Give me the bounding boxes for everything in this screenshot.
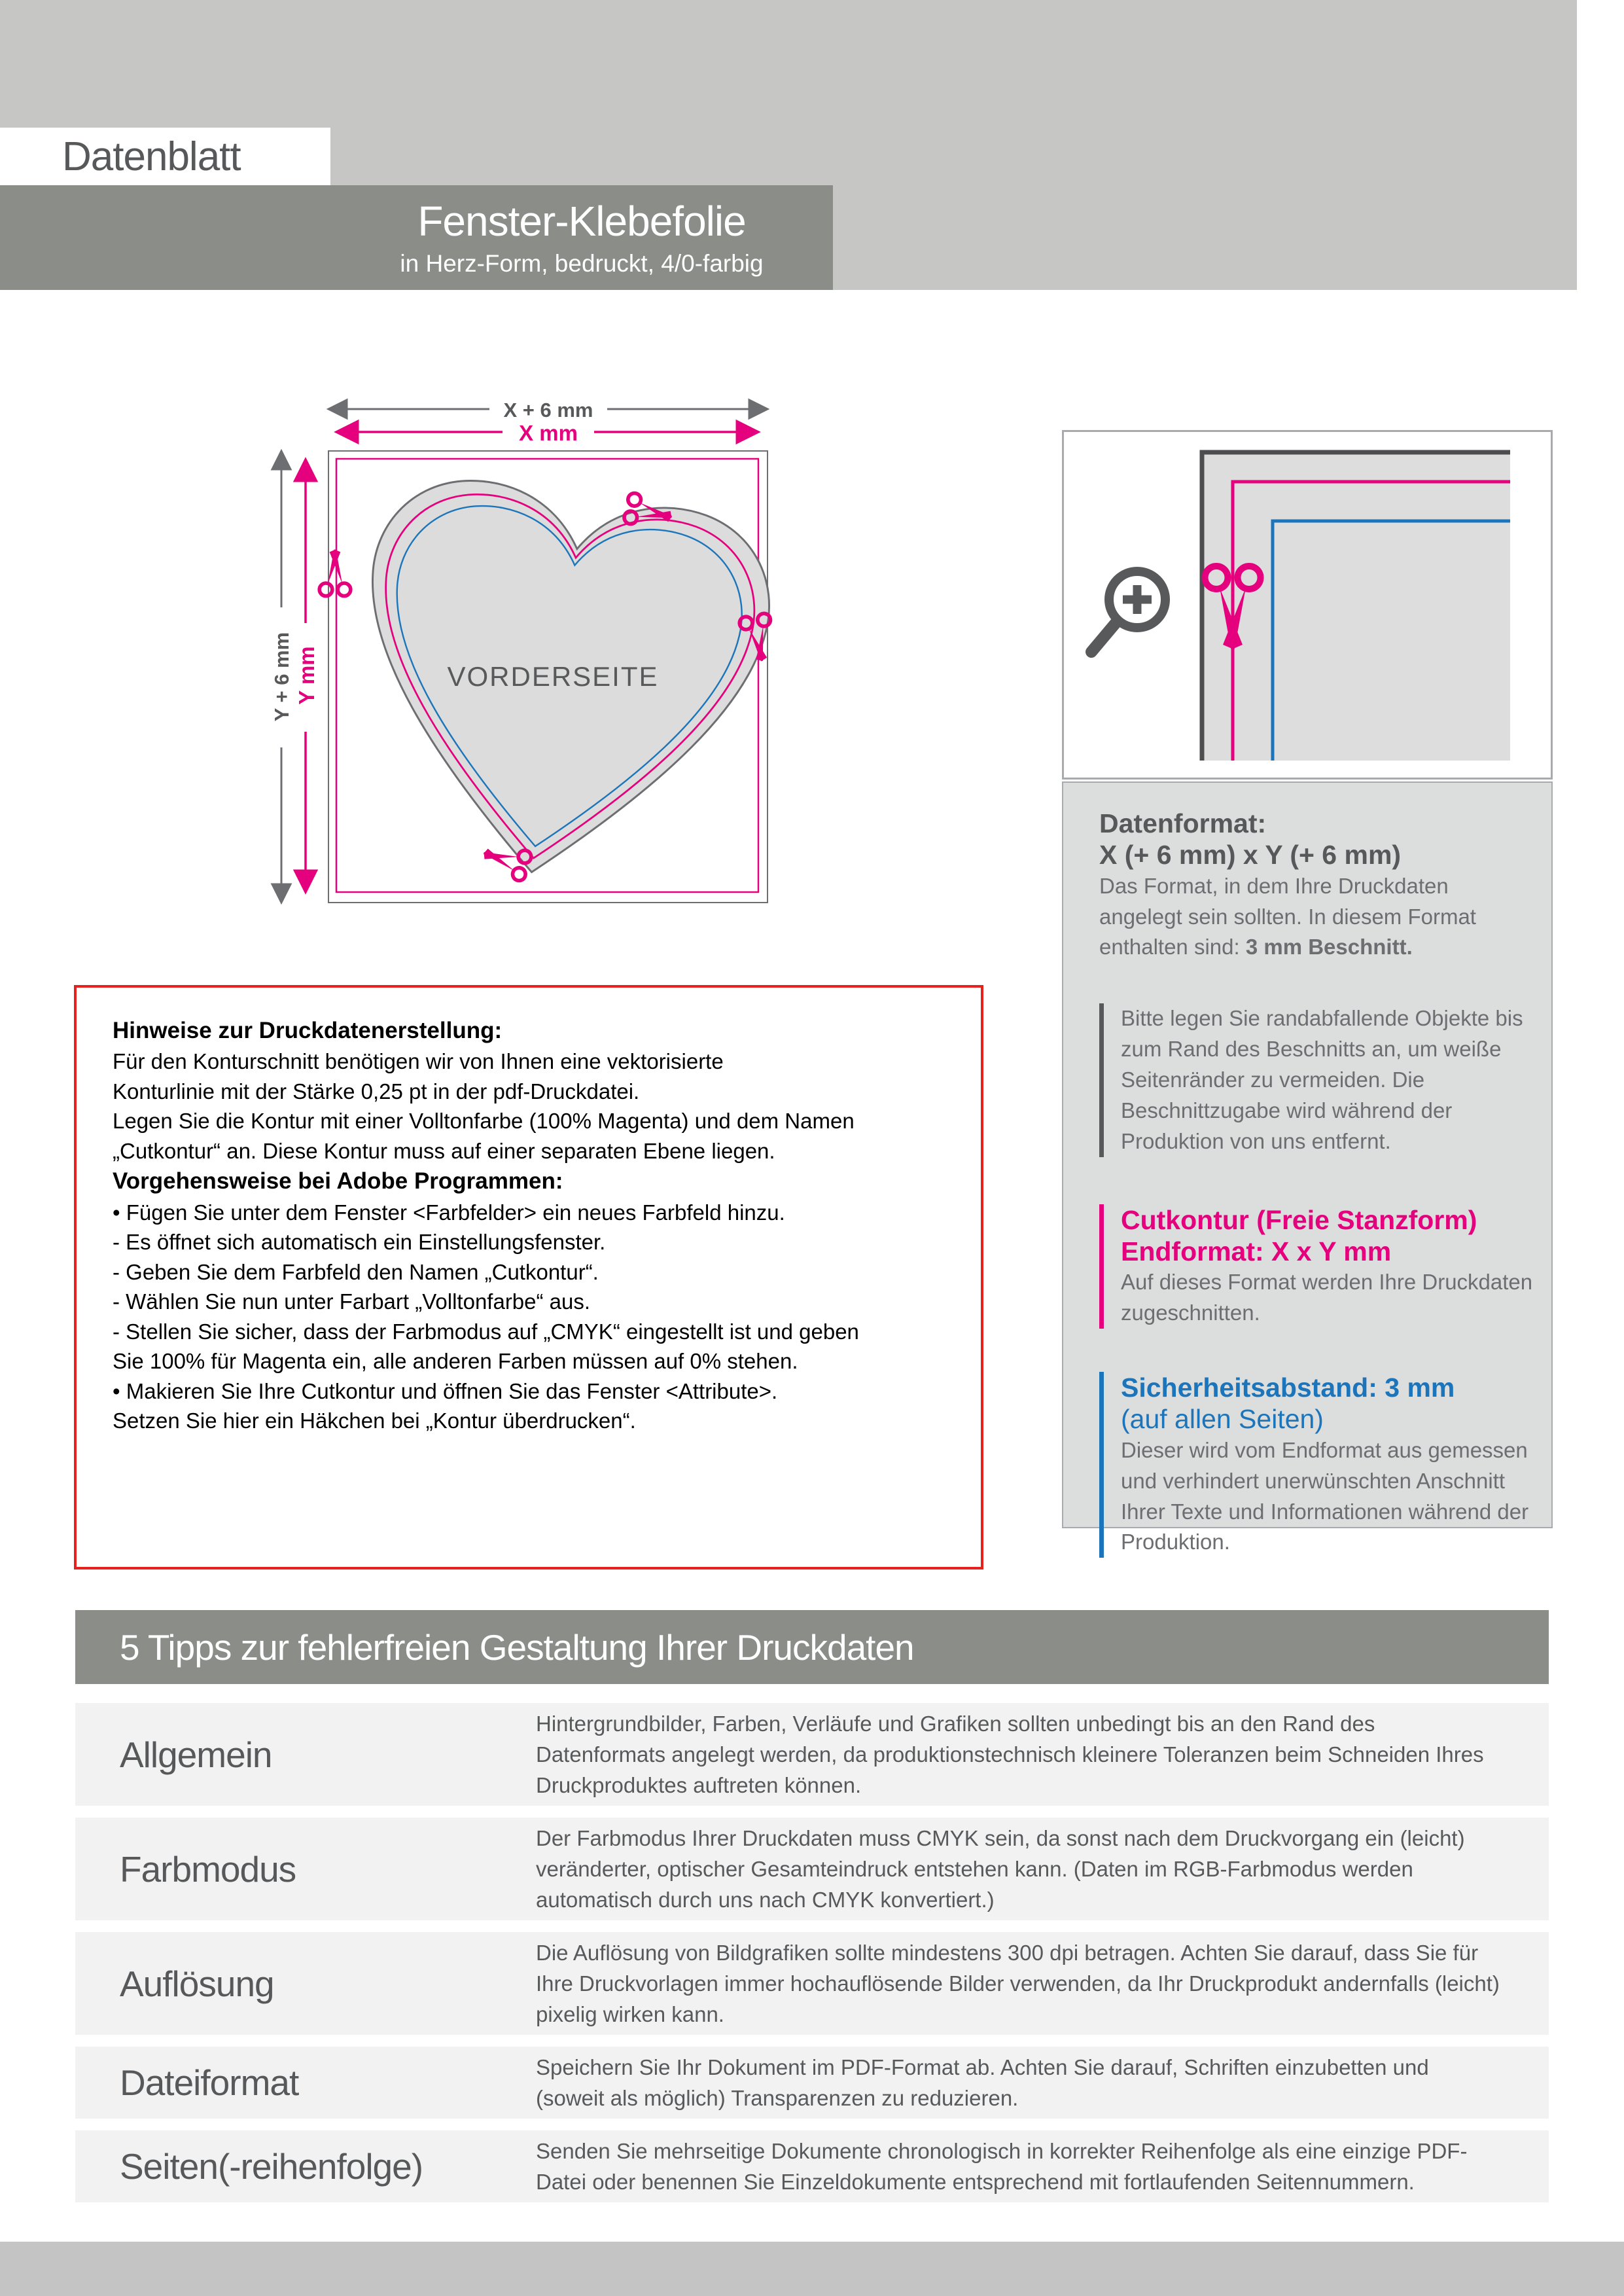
bleed-note-block bbox=[1099, 1003, 1525, 1157]
safety-heading-2: (auf allen Seiten) bbox=[1121, 1404, 1324, 1435]
heart-dimension-diagram bbox=[255, 367, 805, 929]
tip-row bbox=[75, 2047, 1549, 2119]
cutkontur-endformat: Endformat: X x Y mm bbox=[1121, 1236, 1392, 1266]
hinweise-sub3: - Wählen Sie nun unter Farbart „Volltonfarbe“ aus. bbox=[113, 1289, 591, 1314]
hinweise-sub4b: Sie 100% für Magenta ein, alle anderen Farben müssen auf 0% stehen. bbox=[113, 1349, 798, 1374]
tip-row-label: Dateiformat bbox=[120, 2062, 299, 2103]
datenformat-body: Das Format, in dem Ihre Druckdaten angelegt sein sollten. In diesem Format enthalten sind: 3 mm Beschnitt. bbox=[1099, 873, 1476, 960]
cutkontur-block bbox=[1099, 1204, 1533, 1329]
hinweise-sub2: - Geben Sie dem Farbfeld den Namen „Cutkontur“. bbox=[113, 1259, 599, 1284]
hinweise-sub1: - Es öffnet sich automatisch ein Einstellungsfenster. bbox=[113, 1230, 606, 1255]
tip-row-label: Seiten(-reihenfolge) bbox=[120, 2146, 423, 2187]
tips-heading: 5 Tipps zur fehlerfreien Gestaltung Ihrer Druckdaten bbox=[120, 1626, 914, 1668]
detail-bleed-area bbox=[1204, 454, 1510, 761]
tip-row bbox=[75, 2130, 1549, 2202]
format-info-panel bbox=[1062, 781, 1553, 1554]
tips-heading-band bbox=[75, 1610, 1549, 1684]
dim-label-height-inner: Y mm bbox=[294, 646, 319, 705]
product-title-band bbox=[0, 185, 833, 290]
tip-row bbox=[75, 1818, 1549, 1920]
front-side-label: VORDERSEITE bbox=[447, 661, 659, 692]
corner-detail-box bbox=[1062, 430, 1553, 780]
product-title: Fenster-Klebefolie bbox=[417, 197, 746, 245]
product-subtitle: in Herz-Form, bedruckt, 4/0-farbig bbox=[400, 249, 764, 277]
bleed-amount: 3 mm Beschnitt. bbox=[1245, 935, 1413, 960]
hinweise-box bbox=[74, 985, 983, 1570]
tip-row bbox=[75, 1932, 1549, 2035]
hinweise-para1-line1: Für den Konturschnitt benötigen wir von Ihnen eine vektorisierte bbox=[113, 1049, 724, 1074]
bleed-note-text: Bitte legen Sie randabfallende Objekte bis zum Rand des Beschnitts an, um weiße Seitenränder zu vermeiden. Die Beschnittzugabe wird während der Produktion von uns entfernt. bbox=[1121, 1006, 1523, 1153]
tip-row-text: Die Auflösung von Bildgrafiken sollte mindestens 300 dpi betragen. Achten Sie darauf, dass Sie für Ihre Druckvorlagen immer hochauflösende Bilder verwenden, da Ihr Druckprodukt andernfalls (leicht) pixelig wirken kann. bbox=[536, 1941, 1500, 2026]
safety-body: Dieser wird vom Endformat aus gemessen und verhindert unerwünschten Anschnitt Ihrer Texte und Informationen während der Produktion. bbox=[1121, 1437, 1529, 1554]
dim-label-width-outer: X + 6 mm bbox=[503, 399, 593, 422]
hinweise-para2-line1: Legen Sie die Kontur mit einer Volltonfarbe (100% Magenta) und dem Namen bbox=[113, 1109, 855, 1134]
datenformat-value: X (+ 6 mm) x Y (+ 6 mm) bbox=[1099, 840, 1402, 870]
hinweise-bullet1: • Fügen Sie unter dem Fenster <Farbfelder> ein neues Farbfeld hinzu. bbox=[113, 1200, 785, 1225]
tip-row-label: Auflösung bbox=[120, 1963, 274, 2004]
tip-row-text: Hintergrundbilder, Farben, Verläufe und Grafiken sollten unbedingt bis an den Rand des Datenformats angelegt werden, da produktionstechnisch kleinere Toleranzen beim Schneiden Ihres Druckproduktes auftreten können. bbox=[536, 1712, 1484, 1797]
tip-row-text: Der Farbmodus Ihrer Druckdaten muss CMYK sein, da sonst nach dem Druckvorgang ein (leicht) veränderter, optischer Gesamteindruck entstehen kann. (Daten im RGB-Farbmodus werden automatisch durch uns nach CMYK konvertiert.) bbox=[536, 1826, 1465, 1912]
dim-label-height-outer: Y + 6 mm bbox=[270, 632, 293, 722]
tip-row-text: Senden Sie mehrseitige Dokumente chronologisch in korrekter Reihenfolge als eine einzige PDF-Datei oder benennen Sie Einzeldokumente entsprechend mit fortlaufenden Seitennummern. bbox=[536, 2139, 1468, 2194]
safety-block bbox=[1099, 1372, 1529, 1558]
safety-heading: Sicherheitsabstand: 3 mm bbox=[1121, 1372, 1455, 1403]
tip-row-text: Speichern Sie Ihr Dokument im PDF-Format ab. Achten Sie darauf, Schriften einzubetten und (soweit als möglich) Transparenzen zu reduzieren. bbox=[536, 2055, 1429, 2110]
hinweise-bullet2: • Makieren Sie Ihre Cutkontur und öffnen Sie das Fenster <Attribute>. bbox=[113, 1378, 778, 1403]
tip-row-label: Farbmodus bbox=[120, 1848, 296, 1890]
hinweise-para2-line2: „Cutkontur“ an. Diese Kontur muss auf einer separaten Ebene liegen. bbox=[113, 1138, 775, 1163]
cutkontur-heading: Cutkontur (Freie Stanzform) bbox=[1121, 1204, 1477, 1235]
hinweise-para1-line2: Konturlinie mit der Stärke 0,25 pt in der pdf-Druckdatei. bbox=[113, 1079, 640, 1103]
hinweise-bullet2-line2: Setzen Sie hier ein Häkchen bei „Kontur überdrucken“. bbox=[113, 1408, 636, 1433]
dim-label-width-inner: X mm bbox=[519, 421, 578, 445]
doc-type-label-box bbox=[0, 128, 330, 185]
hinweise-heading: Hinweise zur Druckdatenerstellung: bbox=[113, 1018, 503, 1043]
tips-rows bbox=[75, 1703, 1549, 2214]
doc-type-label: Datenblatt bbox=[62, 134, 241, 179]
footer-band bbox=[0, 2242, 1624, 2296]
hinweise-subheading: Vorgehensweise bei Adobe Programmen: bbox=[113, 1168, 563, 1194]
tip-row-label: Allgemein bbox=[120, 1734, 272, 1775]
corner-detail-drawing bbox=[1062, 430, 1553, 780]
hinweise-sub4: - Stellen Sie sicher, dass der Farbmodus auf „CMYK“ eingestellt ist und geben bbox=[113, 1319, 859, 1344]
cut-scissors-left bbox=[319, 549, 351, 596]
tip-row bbox=[75, 1703, 1549, 1806]
cutkontur-body: Auf dieses Format werden Ihre Druckdaten zugeschnitten. bbox=[1121, 1270, 1533, 1325]
datenformat-heading: Datenformat: bbox=[1099, 808, 1267, 838]
magnifier-icon bbox=[1091, 571, 1165, 652]
